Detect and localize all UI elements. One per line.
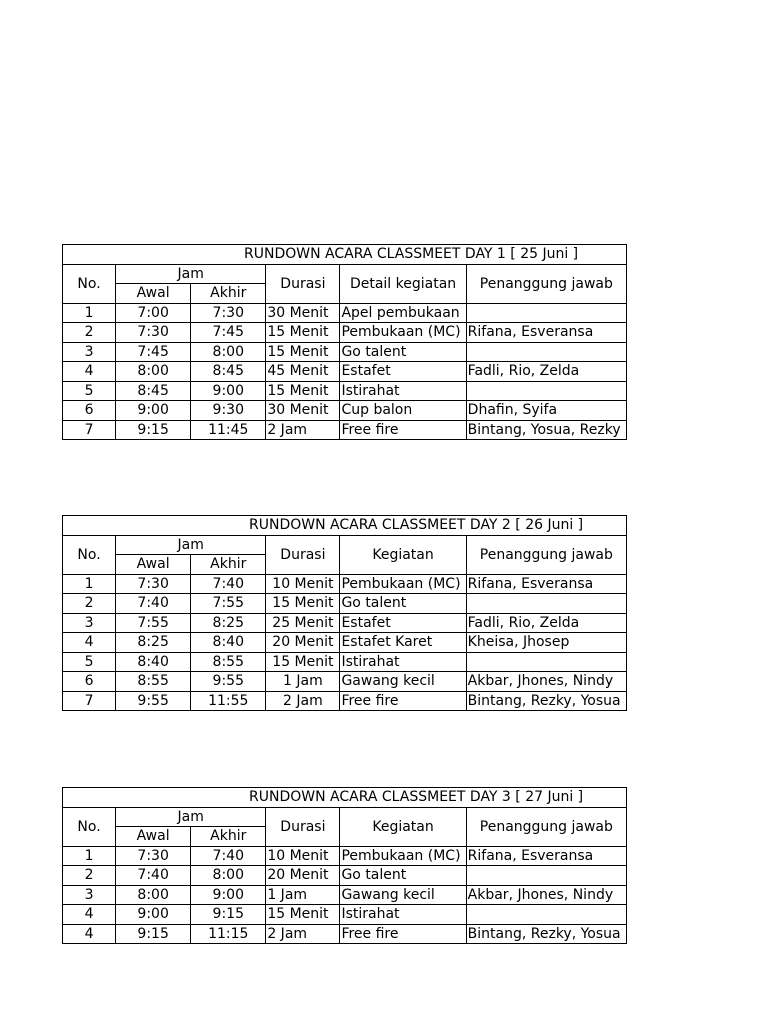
cell-akhir: 9:00	[191, 381, 266, 401]
cell-awal: 9:00	[116, 401, 191, 421]
header-awal: Awal	[116, 827, 191, 847]
cell-penanggung-jawab: Bintang, Rezky, Yosua	[466, 691, 626, 711]
header-akhir: Akhir	[191, 555, 266, 575]
header-no: No.	[63, 264, 116, 303]
cell-penanggung-jawab	[466, 652, 626, 672]
cell-akhir: 8:55	[191, 652, 266, 672]
cell-no: 1	[63, 303, 116, 323]
cell-akhir: 9:00	[191, 885, 266, 905]
header-penanggung-jawab: Penanggung jawab	[466, 535, 626, 574]
cell-penanggung-jawab	[466, 594, 626, 614]
table-row	[63, 613, 627, 633]
cell-durasi: 2 Jam	[266, 691, 340, 711]
cell-no: 6	[63, 672, 116, 692]
cell-kegiatan: Free fire	[340, 691, 466, 711]
cell-durasi: 15 Menit	[266, 381, 340, 401]
header-penanggung-jawab: Penanggung jawab	[466, 264, 626, 303]
cell-awal: 8:40	[116, 652, 191, 672]
cell-akhir: 8:40	[191, 633, 266, 653]
cell-awal: 7:30	[116, 846, 191, 866]
cell-kegiatan: Pembukaan (MC)	[340, 574, 466, 594]
cell-awal: 7:40	[116, 866, 191, 886]
cell-akhir: 8:00	[191, 342, 266, 362]
table-row	[63, 362, 627, 382]
cell-durasi: 30 Menit	[266, 303, 340, 323]
cell-akhir: 9:30	[191, 401, 266, 421]
cell-penanggung-jawab: Rifana, Esveransa	[466, 323, 626, 343]
cell-akhir: 8:00	[191, 866, 266, 886]
cell-kegiatan: Estafet	[340, 613, 466, 633]
cell-akhir: 7:45	[191, 323, 266, 343]
cell-no: 2	[63, 323, 116, 343]
header-no: No.	[63, 535, 116, 574]
table-title: RUNDOWN ACARA CLASSMEET DAY 2 [ 26 Juni ]	[63, 516, 627, 536]
table-row	[63, 866, 627, 886]
cell-penanggung-jawab	[466, 866, 626, 886]
cell-kegiatan: Free fire	[340, 420, 466, 440]
cell-kegiatan: Go talent	[340, 594, 466, 614]
table-row	[63, 924, 627, 944]
cell-akhir: 11:55	[191, 691, 266, 711]
cell-penanggung-jawab: Rifana, Esveransa	[466, 846, 626, 866]
cell-awal: 9:55	[116, 691, 191, 711]
cell-no: 3	[63, 342, 116, 362]
cell-no: 3	[63, 885, 116, 905]
cell-no: 6	[63, 401, 116, 421]
table-row	[63, 574, 627, 594]
header-kegiatan: Kegiatan	[340, 535, 466, 574]
cell-no: 5	[63, 381, 116, 401]
cell-no: 4	[63, 633, 116, 653]
table-row	[63, 594, 627, 614]
cell-durasi: 15 Menit	[266, 323, 340, 343]
cell-penanggung-jawab: Fadli, Rio, Zelda	[466, 613, 626, 633]
cell-kegiatan: Pembukaan (MC)	[340, 323, 466, 343]
header-durasi: Durasi	[266, 807, 340, 846]
cell-durasi: 15 Menit	[266, 594, 340, 614]
cell-durasi: 15 Menit	[266, 342, 340, 362]
cell-awal: 7:30	[116, 574, 191, 594]
rundown-table-day-3	[62, 787, 627, 944]
table-title-row	[63, 516, 627, 536]
cell-no: 1	[63, 574, 116, 594]
cell-durasi: 2 Jam	[266, 924, 340, 944]
cell-kegiatan: Istirahat	[340, 652, 466, 672]
cell-no: 1	[63, 846, 116, 866]
table-row	[63, 885, 627, 905]
cell-kegiatan: Go talent	[340, 342, 466, 362]
header-no: No.	[63, 807, 116, 846]
cell-akhir: 9:15	[191, 905, 266, 925]
cell-awal: 9:00	[116, 905, 191, 925]
table-row	[63, 633, 627, 653]
cell-penanggung-jawab: Bintang, Rezky, Yosua	[466, 924, 626, 944]
table-title-row	[63, 788, 627, 808]
cell-kegiatan: Estafet Karet	[340, 633, 466, 653]
cell-awal: 9:15	[116, 420, 191, 440]
cell-no: 4	[63, 362, 116, 382]
cell-kegiatan: Gawang kecil	[340, 672, 466, 692]
cell-no: 4	[63, 905, 116, 925]
cell-awal: 8:00	[116, 362, 191, 382]
cell-penanggung-jawab: Akbar, Jhones, Nindy	[466, 672, 626, 692]
table-row	[63, 401, 627, 421]
cell-akhir: 7:40	[191, 846, 266, 866]
header-durasi: Durasi	[266, 535, 340, 574]
cell-akhir: 8:45	[191, 362, 266, 382]
cell-kegiatan: Apel pembukaan	[340, 303, 466, 323]
header-row	[63, 264, 627, 284]
table-row	[63, 420, 627, 440]
cell-akhir: 8:25	[191, 613, 266, 633]
table-row	[63, 846, 627, 866]
cell-durasi: 25 Menit	[266, 613, 340, 633]
cell-durasi: 20 Menit	[266, 866, 340, 886]
cell-no: 5	[63, 652, 116, 672]
header-kegiatan: Detail kegiatan	[340, 264, 466, 303]
cell-awal: 7:45	[116, 342, 191, 362]
table-row	[63, 381, 627, 401]
cell-durasi: 1 Jam	[266, 885, 340, 905]
cell-no: 4	[63, 924, 116, 944]
cell-kegiatan: Pembukaan (MC)	[340, 846, 466, 866]
cell-akhir: 7:55	[191, 594, 266, 614]
cell-akhir: 11:15	[191, 924, 266, 944]
header-akhir: Akhir	[191, 827, 266, 847]
cell-awal: 8:25	[116, 633, 191, 653]
cell-awal: 7:00	[116, 303, 191, 323]
cell-kegiatan: Istirahat	[340, 905, 466, 925]
header-row	[63, 535, 627, 555]
header-jam: Jam	[116, 535, 266, 555]
cell-awal: 8:45	[116, 381, 191, 401]
cell-akhir: 7:40	[191, 574, 266, 594]
cell-kegiatan: Go talent	[340, 866, 466, 886]
cell-kegiatan: Gawang kecil	[340, 885, 466, 905]
table-row	[63, 672, 627, 692]
cell-penanggung-jawab: Rifana, Esveransa	[466, 574, 626, 594]
cell-no: 3	[63, 613, 116, 633]
cell-kegiatan: Free fire	[340, 924, 466, 944]
cell-no: 7	[63, 691, 116, 711]
cell-akhir: 11:45	[191, 420, 266, 440]
cell-durasi: 30 Menit	[266, 401, 340, 421]
cell-no: 7	[63, 420, 116, 440]
cell-awal: 8:00	[116, 885, 191, 905]
cell-kegiatan: Estafet	[340, 362, 466, 382]
cell-durasi: 45 Menit	[266, 362, 340, 382]
cell-durasi: 2 Jam	[266, 420, 340, 440]
cell-kegiatan: Istirahat	[340, 381, 466, 401]
cell-no: 2	[63, 866, 116, 886]
cell-penanggung-jawab: Kheisa, Jhosep	[466, 633, 626, 653]
cell-durasi: 20 Menit	[266, 633, 340, 653]
cell-penanggung-jawab	[466, 381, 626, 401]
header-jam: Jam	[116, 264, 266, 284]
cell-awal: 9:15	[116, 924, 191, 944]
table-title: RUNDOWN ACARA CLASSMEET DAY 1 [ 25 Juni ]	[63, 245, 627, 265]
cell-awal: 7:55	[116, 613, 191, 633]
table-row	[63, 652, 627, 672]
cell-durasi: 10 Menit	[266, 574, 340, 594]
cell-awal: 7:30	[116, 323, 191, 343]
cell-akhir: 7:30	[191, 303, 266, 323]
cell-penanggung-jawab: Akbar, Jhones, Nindy	[466, 885, 626, 905]
table-title: RUNDOWN ACARA CLASSMEET DAY 3 [ 27 Juni ]	[63, 788, 627, 808]
header-jam: Jam	[116, 807, 266, 827]
cell-durasi: 10 Menit	[266, 846, 340, 866]
cell-durasi: 1 Jam	[266, 672, 340, 692]
rundown-table-day-1	[62, 244, 627, 440]
header-kegiatan: Kegiatan	[340, 807, 466, 846]
cell-akhir: 9:55	[191, 672, 266, 692]
cell-kegiatan: Cup balon	[340, 401, 466, 421]
cell-no: 2	[63, 594, 116, 614]
table-row	[63, 303, 627, 323]
cell-durasi: 15 Menit	[266, 652, 340, 672]
cell-durasi: 15 Menit	[266, 905, 340, 925]
header-durasi: Durasi	[266, 264, 340, 303]
header-row	[63, 807, 627, 827]
table-row	[63, 691, 627, 711]
table-title-row	[63, 245, 627, 265]
header-awal: Awal	[116, 555, 191, 575]
rundown-table-day-2	[62, 515, 627, 711]
cell-penanggung-jawab: Fadli, Rio, Zelda	[466, 362, 626, 382]
table-row	[63, 323, 627, 343]
header-awal: Awal	[116, 284, 191, 304]
cell-awal: 8:55	[116, 672, 191, 692]
cell-awal: 7:40	[116, 594, 191, 614]
cell-penanggung-jawab: Bintang, Yosua, Rezky	[466, 420, 626, 440]
cell-penanggung-jawab	[466, 342, 626, 362]
cell-penanggung-jawab: Dhafin, Syifa	[466, 401, 626, 421]
header-akhir: Akhir	[191, 284, 266, 304]
cell-penanggung-jawab	[466, 303, 626, 323]
table-row	[63, 905, 627, 925]
table-row	[63, 342, 627, 362]
cell-penanggung-jawab	[466, 905, 626, 925]
header-penanggung-jawab: Penanggung jawab	[466, 807, 626, 846]
